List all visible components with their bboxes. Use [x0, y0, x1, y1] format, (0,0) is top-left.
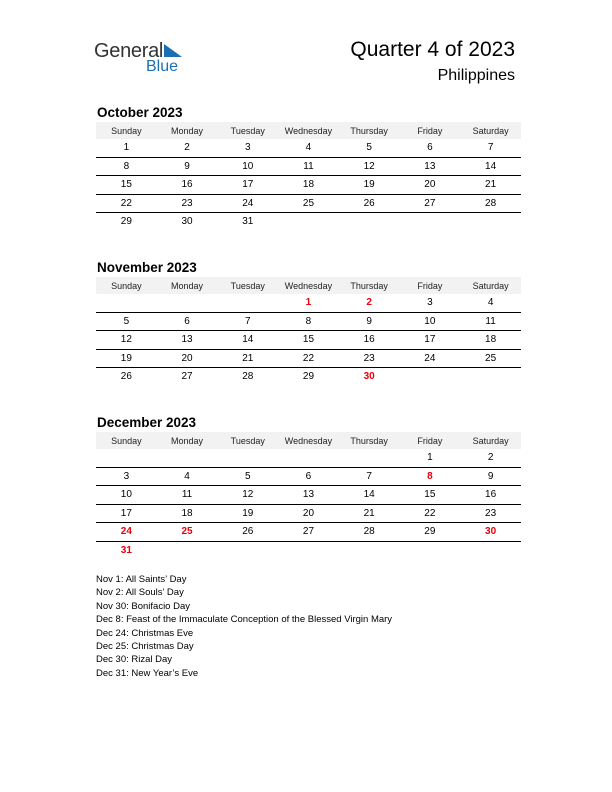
- month-october: [96, 103, 521, 231]
- date-cell: [157, 449, 218, 467]
- date-cell: 7: [460, 139, 521, 157]
- holiday-note: Dec 8: Feast of the Immaculate Conception of the Blessed Virgin Mary: [96, 614, 393, 626]
- date-cell: 6: [400, 139, 461, 157]
- date-cell: 12: [339, 157, 400, 176]
- weekday-header: Thursday: [339, 432, 400, 449]
- week-row: [96, 523, 521, 542]
- date-cell: 29: [120, 216, 132, 228]
- month-november: [96, 258, 521, 386]
- holiday-date-cell: 31: [120, 544, 132, 556]
- date-cell: 24: [400, 349, 461, 368]
- weekday-header: Saturday: [460, 432, 521, 449]
- date-cell: 6: [157, 312, 218, 331]
- date-cell: 5: [96, 312, 157, 331]
- date-cell: 22: [400, 504, 461, 523]
- weekday-header-row: [96, 122, 521, 139]
- date-cell: [460, 368, 521, 386]
- date-cell: 25: [278, 194, 339, 213]
- date-cell: [400, 213, 461, 231]
- country-name: Philippines: [437, 67, 515, 84]
- date-cell: 16: [157, 176, 218, 195]
- month-title: November 2023: [97, 260, 197, 275]
- week-row: [96, 486, 521, 505]
- weekday-header: Tuesday: [217, 432, 278, 449]
- date-cell: 7: [217, 312, 278, 331]
- week-row: [96, 331, 521, 350]
- date-cell: 18: [157, 504, 218, 523]
- week-row: [96, 368, 521, 386]
- date-cell: 16: [339, 331, 400, 350]
- date-cell: 23: [460, 504, 521, 523]
- date-cell: [400, 541, 461, 559]
- date-cell: 13: [157, 331, 218, 350]
- week-row: [96, 541, 521, 559]
- date-cell: 16: [460, 486, 521, 505]
- holiday-note: Dec 24: Christmas Eve: [96, 627, 194, 639]
- weekday-header: Tuesday: [217, 277, 278, 294]
- date-cell: [217, 294, 278, 312]
- date-cell: 3: [96, 467, 157, 486]
- weekday-header-row: [96, 432, 521, 449]
- date-cell: 8: [96, 157, 157, 176]
- date-cell: 9: [157, 157, 218, 176]
- holiday-note: Dec 25: Christmas Day: [96, 641, 194, 653]
- date-cell: [217, 449, 278, 467]
- holiday-date-cell: 30: [460, 523, 521, 542]
- month-title: December 2023: [97, 415, 197, 430]
- date-cell: 1: [400, 449, 461, 467]
- weekday-header: Sunday: [96, 277, 157, 294]
- holiday-list: [96, 573, 396, 680]
- date-cell: 7: [339, 467, 400, 486]
- date-cell: 28: [339, 523, 400, 542]
- weekday-header: Monday: [157, 277, 218, 294]
- date-cell: 26: [217, 523, 278, 542]
- holiday-date-cell: 8: [400, 467, 461, 486]
- date-cell: 10: [96, 486, 157, 505]
- date-cell: 15: [96, 176, 157, 195]
- date-cell: 17: [96, 504, 157, 523]
- holiday-note: Nov 2: All Souls’ Day: [96, 587, 184, 599]
- date-cell: 19: [339, 176, 400, 195]
- logo: [94, 40, 194, 80]
- date-cell: 30: [181, 216, 193, 228]
- weekday-header: Thursday: [339, 277, 400, 294]
- holiday-note: Dec 31: New Year’s Eve: [96, 667, 199, 679]
- date-cell: 3: [217, 139, 278, 157]
- date-cell: [339, 541, 400, 559]
- date-cell: 17: [400, 331, 461, 350]
- weekday-header: Wednesday: [278, 122, 339, 139]
- date-cell: 18: [460, 331, 521, 350]
- calendar-grid: [96, 122, 521, 231]
- date-cell: 23: [157, 194, 218, 213]
- logo-word-general: General: [94, 40, 164, 62]
- month-title: October 2023: [97, 105, 183, 120]
- date-cell: 15: [400, 486, 461, 505]
- holiday-date-cell: 2: [339, 294, 400, 312]
- date-cell: [339, 449, 400, 467]
- date-cell: [96, 449, 157, 467]
- date-cell: 20: [278, 504, 339, 523]
- date-cell: 28: [242, 371, 254, 383]
- weekday-header-row: [96, 277, 521, 294]
- weekday-header: Friday: [400, 432, 461, 449]
- date-cell: 8: [278, 312, 339, 331]
- date-cell: 5: [339, 139, 400, 157]
- date-cell: 23: [339, 349, 400, 368]
- date-cell: 4: [157, 467, 218, 486]
- date-cell: [96, 294, 157, 312]
- date-cell: 21: [460, 176, 521, 195]
- week-row: [96, 139, 521, 157]
- date-cell: 9: [460, 467, 521, 486]
- date-cell: 14: [460, 157, 521, 176]
- date-cell: 25: [460, 349, 521, 368]
- weekday-header: Wednesday: [278, 277, 339, 294]
- weekday-header: Thursday: [339, 122, 400, 139]
- date-cell: 5: [217, 467, 278, 486]
- date-cell: 26: [339, 194, 400, 213]
- date-cell: 27: [278, 523, 339, 542]
- holiday-date-cell: 24: [96, 523, 157, 542]
- holiday-note: Dec 30: Rizal Day: [96, 654, 173, 666]
- date-cell: 13: [400, 157, 461, 176]
- date-cell: [278, 541, 339, 559]
- date-cell: 19: [217, 504, 278, 523]
- date-cell: 10: [400, 312, 461, 331]
- date-cell: 28: [460, 194, 521, 213]
- date-cell: 15: [278, 331, 339, 350]
- calendar-grid: [96, 432, 521, 559]
- date-cell: [339, 213, 400, 231]
- date-cell: [278, 213, 339, 231]
- page-title: Quarter 4 of 2023: [350, 38, 515, 61]
- calendar-grid: [96, 277, 521, 386]
- date-cell: [157, 541, 218, 559]
- date-cell: 2: [157, 139, 218, 157]
- weekday-header: Wednesday: [278, 432, 339, 449]
- week-row: [96, 504, 521, 523]
- week-row: [96, 194, 521, 213]
- date-cell: 21: [217, 349, 278, 368]
- holiday-note: Nov 1: All Saints’ Day: [96, 574, 187, 585]
- logo-word-blue: Blue: [146, 58, 179, 75]
- date-cell: 4: [278, 139, 339, 157]
- week-row: [96, 176, 521, 195]
- week-row: [96, 449, 521, 467]
- date-cell: 19: [96, 349, 157, 368]
- weekday-header: Sunday: [96, 432, 157, 449]
- holiday-date-cell: 1: [278, 294, 339, 312]
- date-cell: [217, 541, 278, 559]
- week-row: [96, 213, 521, 231]
- weekday-header: Friday: [400, 122, 461, 139]
- date-cell: [400, 368, 461, 386]
- weekday-header: Tuesday: [217, 122, 278, 139]
- date-cell: 27: [181, 371, 193, 383]
- date-cell: [157, 294, 218, 312]
- month-december: [96, 413, 521, 559]
- weekday-header: Monday: [157, 432, 218, 449]
- date-cell: [460, 213, 521, 231]
- date-cell: 26: [120, 371, 132, 383]
- date-cell: 29: [302, 371, 315, 383]
- date-cell: 11: [460, 312, 521, 331]
- date-cell: 6: [278, 467, 339, 486]
- week-row: [96, 349, 521, 368]
- week-row: [96, 467, 521, 486]
- date-cell: 17: [217, 176, 278, 195]
- date-cell: 12: [96, 331, 157, 350]
- date-cell: 3: [400, 294, 461, 312]
- holiday-date-cell: 30: [363, 371, 375, 383]
- date-cell: 10: [217, 157, 278, 176]
- weekday-header: Saturday: [460, 122, 521, 139]
- date-cell: 4: [460, 294, 521, 312]
- weekday-header: Monday: [157, 122, 218, 139]
- date-cell: 14: [339, 486, 400, 505]
- date-cell: 9: [339, 312, 400, 331]
- week-row: [96, 312, 521, 331]
- weekday-header: Saturday: [460, 277, 521, 294]
- date-cell: 20: [157, 349, 218, 368]
- weekday-header: Friday: [400, 277, 461, 294]
- date-cell: 11: [157, 486, 218, 505]
- date-cell: [460, 541, 521, 559]
- date-cell: 20: [400, 176, 461, 195]
- date-cell: 18: [278, 176, 339, 195]
- date-cell: 31: [242, 216, 254, 228]
- date-cell: 22: [278, 349, 339, 368]
- holiday-date-cell: 25: [157, 523, 218, 542]
- date-cell: 13: [278, 486, 339, 505]
- date-cell: 27: [400, 194, 461, 213]
- date-cell: 12: [217, 486, 278, 505]
- weekday-header: Sunday: [96, 122, 157, 139]
- date-cell: 2: [460, 449, 521, 467]
- date-cell: 14: [217, 331, 278, 350]
- date-cell: [278, 449, 339, 467]
- date-cell: 22: [96, 194, 157, 213]
- date-cell: 24: [217, 194, 278, 213]
- date-cell: 1: [96, 139, 157, 157]
- week-row: [96, 294, 521, 312]
- holiday-note: Nov 30: Bonifacio Day: [96, 600, 190, 612]
- week-row: [96, 157, 521, 176]
- date-cell: 29: [400, 523, 461, 542]
- date-cell: 11: [278, 157, 339, 176]
- date-cell: 21: [339, 504, 400, 523]
